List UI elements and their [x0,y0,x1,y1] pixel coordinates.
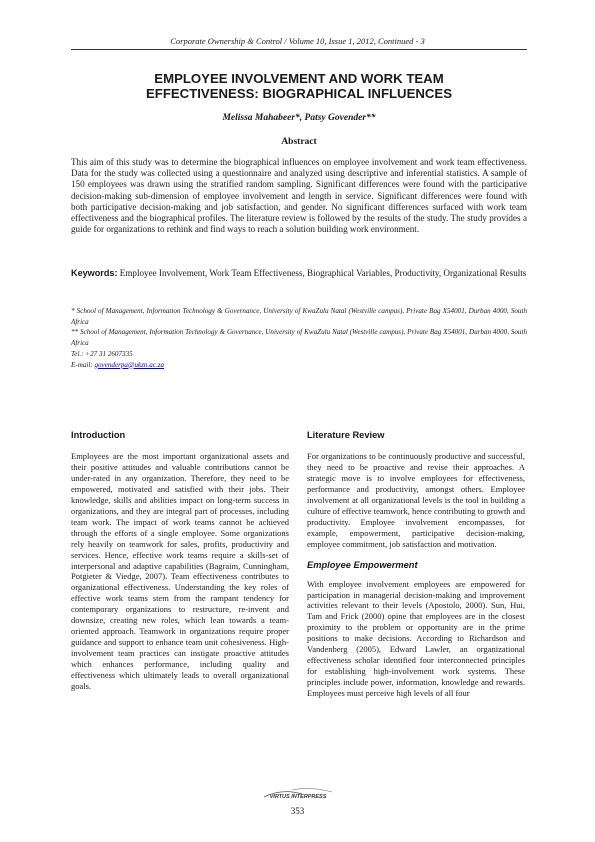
keywords [71,268,527,279]
author-list: Melissa Mahabeer*, Patsy Govender** [222,113,376,123]
running-header: Corporate Ownership & Control / Volume 10, Issue 1, 2012, Continued - 3 [170,36,425,46]
introduction-heading: Introduction [71,430,126,440]
affiliations [71,306,527,370]
publisher-logo-text: VIRTUS INTERPRESS [269,794,327,800]
page-number: 353 [290,806,305,816]
keywords-list: Employee Involvement, Work Team Effectiveness, Biographical Variables, Productivity, Organizational Results [117,268,527,278]
employee-empowerment-text: With employee involvement employees are empowered for participation in managerial decision-making and improvement activities relevant to their levels (Apostolo, 2000). Sun, Hui, Tam and Frick (2000) opine that employees are in the closest proximity to the problem or opportunity are in the prime positions to make decisions. According to Richardson and Vandenberg (2005), Edward Lawler, an organizational effectiveness scholar identified four interconnected principles for establishing high-involvement work systems. These principles include power, information, knowledge and rewards. Employees must perceive high levels of all four [307,578,525,699]
email-label: E-mail: [71,360,95,369]
employee-empowerment-heading: Employee Empowerment [307,559,418,570]
literature-review-heading: Literature Review [307,430,385,440]
keywords-label: Keywords: [71,268,118,278]
affiliation-tel: Tel.: +27 31 2607335 [71,349,133,358]
abstract-heading: Abstract [281,137,317,147]
publisher-logo [262,786,334,800]
affiliation-author1: * School of Management, Information Technology & Governance, University of KwaZulu Natal (Westville campus), Private Bag X54001, Durban 4000, South Africa [71,307,527,326]
paper-title-line2: EFFECTIVENESS: BIOGRAPHICAL INFLUENCES [145,86,453,101]
literature-review-text: For organizations to be continuously productive and successful, they need to be proactive and revise their approaches. A strategic move is to involve employees for effectiveness, performance and productivity, amongst others. Employee involvement at all organizational levels is the tool in building a culture of effective teamwork, hence contributing to growth and productivity. Employee involvement encompasses, for example, empowerment, participative decision-making, employee commitment, job satisfaction and motivation. [307,451,525,549]
header-rule [71,49,527,50]
email-link[interactable]: govenderpa@ukzn.ac.za [94,360,165,369]
abstract-text: This aim of this study was to determine the biographical influences on employee involvement and work team effectiveness. Data for the study was collected using a questionnaire and analyzed using descriptive and inferential statistics. A sample of 150 employees was drawn using the stratified random sampling. Significant differences were found with the participative decision-making sub-dimension of employee involvement and length in service. Significant differences were found with both participative decision-making and job satisfaction, and gender. No significant differences surfaced with work team effectiveness and the biographical profiles. The literature review is followed by the results of the study. The study provides a guide for organizations to rethink and find ways to reach a solution building work environment. [71,157,527,235]
affiliation-author2: ** School of Management, Information Technology & Governance, University of KwaZulu Natal (Westville campus), Private Bag X54001, Durban 4000, South Africa [71,328,527,348]
introduction-text: Employees are the most important organizational assets and their positive attitudes and valuable contributions cannot be under-rated in any organization. Therefore, they need to be empowered, motivated and satisfied with their jobs. Their knowledge, skills and abilities impact on long-term success in organizations, and they are integral part of processes, including team work. The impact of work teams cannot be achieved through the efforts of a single employee. Some organizations rely heavily on teamwork for sales, profits, productivity and services. Hence, effective work teams require a skills-set of interpersonal and adaptive capabilities (Bagraim, Cunningham, Potgieter & Viedge, 2007). Team effectiveness contributes to organizational effectiveness. Understanding the key roles of effective work teams stem from the rampant tendency for contemporary organizations to restructure, re-invent and downsize, creating new roles, which lean towards a team-oriented approach. Teamwork in organizations require proper guidance and support to enhance team unit cohesiveness. High-involvement team practices can instigate proactive attitudes which enhances performance, including quality and effectiveness which ultimately leads to overall organizational goals. [71,451,289,692]
affiliation-email-line [71,360,527,371]
left-column [71,430,289,692]
right-column [307,430,525,699]
paper-title-line1: EMPLOYEE INVOLVEMENT AND WORK TEAM [154,71,444,86]
paper-title [71,71,527,101]
